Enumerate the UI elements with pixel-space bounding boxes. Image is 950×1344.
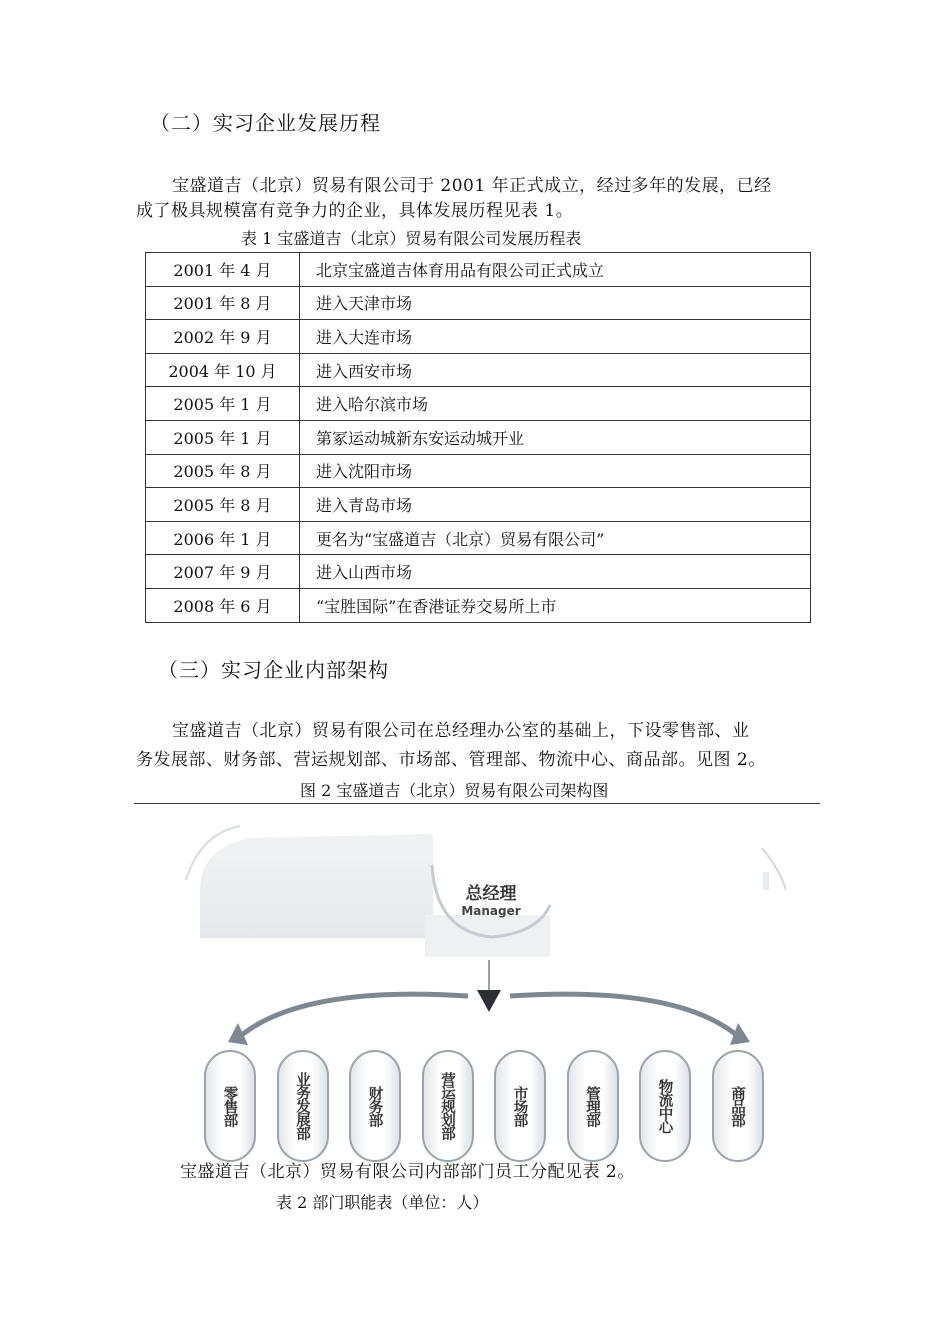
department-pill	[639, 1050, 691, 1162]
history-event-cell: 进入青岛市场	[300, 488, 811, 522]
department-pill	[422, 1050, 474, 1162]
right-curve	[510, 994, 740, 1038]
history-row	[146, 521, 811, 555]
banner-left-shape	[200, 834, 433, 938]
section-heading-history: （二）实习企业发展历程	[150, 111, 381, 135]
history-event-cell: 北京宝盛道吉体育用品有限公司正式成立	[300, 253, 811, 287]
history-date-cell: 2002 年 9 月	[146, 320, 300, 354]
history-date-cell: 2004 年 10 月	[146, 353, 300, 387]
history-row	[146, 555, 811, 589]
department-label: 市场部	[511, 1085, 528, 1127]
structure-paragraph-line1: 宝盛道吉（北京）贸易有限公司在总经理办公室的基础上，下设零售部、业	[172, 721, 750, 741]
history-date-cell: 2001 年 4 月	[146, 253, 300, 287]
history-date-cell: 2001 年 8 月	[146, 286, 300, 320]
history-event-cell: 进入山西市场	[300, 555, 811, 589]
caption-divider	[134, 803, 820, 804]
table1-caption: 表 1 宝盛道吉（北京）贸易有限公司发展历程表	[241, 229, 582, 248]
department-label: 业务发展部	[294, 1072, 310, 1140]
history-row	[146, 320, 811, 354]
department-pill	[712, 1050, 764, 1162]
history-row	[146, 454, 811, 488]
department-pill	[204, 1050, 256, 1162]
history-paragraph-line1: 宝盛道吉（北京）贸易有限公司于 2001 年正式成立，经过多年的发展，已经	[172, 176, 772, 196]
department-label: 财务部	[366, 1085, 383, 1127]
banner-right-mark	[763, 872, 769, 890]
history-event-cell: 进入哈尔滨市场	[300, 387, 811, 421]
down-arrow-icon	[477, 990, 501, 1012]
org-chart	[180, 820, 800, 1165]
history-date-cell: 2005 年 8 月	[146, 488, 300, 522]
history-row	[146, 588, 811, 622]
left-curve	[238, 994, 468, 1038]
table2-caption: 表 2 部门职能表（单位：人）	[276, 1193, 489, 1212]
history-table	[145, 252, 811, 623]
department-label: 物流中心	[656, 1079, 673, 1133]
history-row	[146, 488, 811, 522]
department-label: 零售部	[221, 1085, 238, 1127]
history-event-cell: 更名为“宝盛道吉（北京）贸易有限公司”	[300, 521, 811, 555]
history-paragraph-line2: 成了极具规模富有竞争力的企业，具体发展历程见表 1。	[136, 201, 574, 221]
history-row	[146, 253, 811, 287]
history-date-cell: 2007 年 9 月	[146, 555, 300, 589]
table2-note: 宝盛道吉（北京）贸易有限公司内部部门员工分配见表 2。	[180, 1162, 635, 1182]
history-event-cell: “宝胜国际”在香港证券交易所上市	[300, 588, 811, 622]
manager-title-cn: 总经理	[465, 884, 517, 904]
department-pill	[277, 1050, 329, 1162]
manager-title-en: Manager	[461, 904, 521, 918]
department-label: 管理部	[584, 1085, 600, 1127]
figure2-caption: 图 2 宝盛道吉（北京）贸易有限公司架构图	[300, 781, 609, 800]
department-label: 营运规划部	[439, 1072, 455, 1140]
history-date-cell: 2005 年 1 月	[146, 420, 300, 454]
department-pill	[494, 1050, 546, 1162]
history-date-cell: 2005 年 1 月	[146, 387, 300, 421]
department-pill	[349, 1050, 401, 1162]
org-chart-graphics	[180, 820, 800, 1165]
history-row	[146, 420, 811, 454]
history-event-cell: 进入天津市场	[300, 286, 811, 320]
history-row	[146, 353, 811, 387]
history-event-cell: 进入大连市场	[300, 320, 811, 354]
history-row	[146, 387, 811, 421]
structure-paragraph-line2: 务发展部、财务部、营运规划部、市场部、管理部、物流中心、商品部。见图 2。	[136, 750, 766, 770]
department-pill	[567, 1050, 619, 1162]
history-event-cell: 第冢运动城新东安运动城开业	[300, 420, 811, 454]
history-date-cell: 2005 年 8 月	[146, 454, 300, 488]
history-row	[146, 286, 811, 320]
history-event-cell: 进入西安市场	[300, 353, 811, 387]
section-heading-structure: （三）实习企业内部架构	[158, 658, 389, 682]
department-label: 商品部	[729, 1085, 745, 1127]
history-date-cell: 2006 年 1 月	[146, 521, 300, 555]
history-event-cell: 进入沈阳市场	[300, 454, 811, 488]
history-date-cell: 2008 年 6 月	[146, 588, 300, 622]
